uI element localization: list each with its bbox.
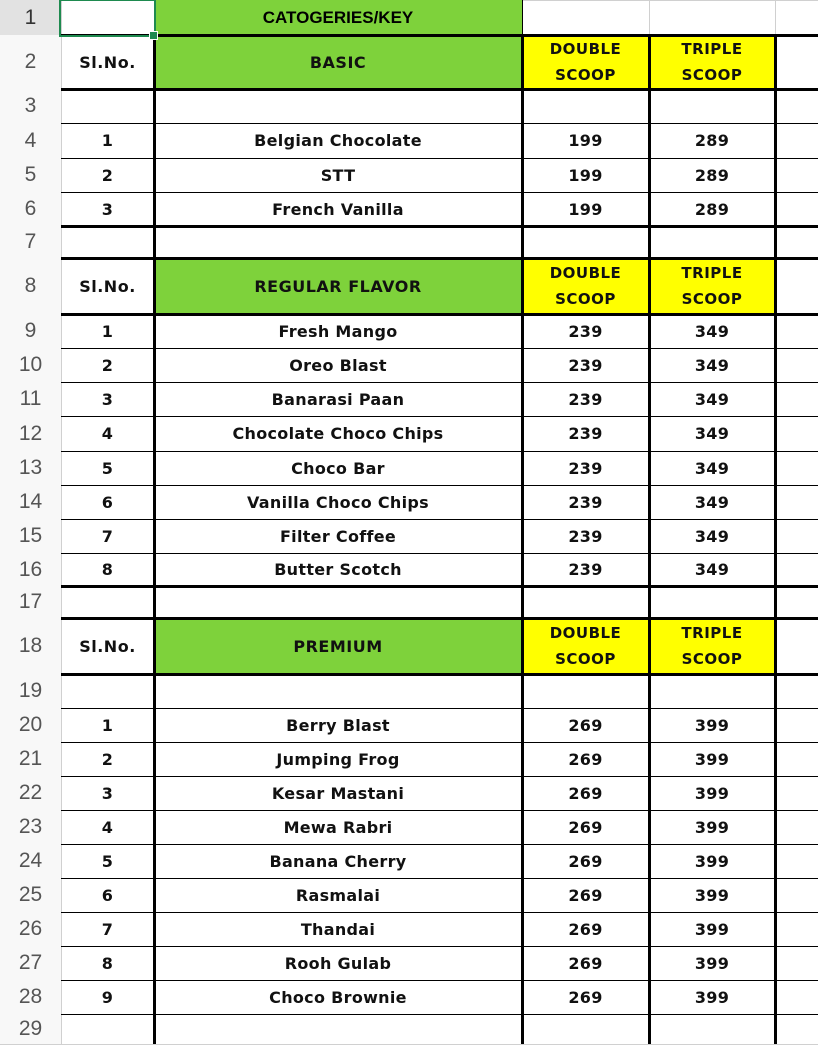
cell-triple-scoop[interactable]: 289 — [649, 123, 775, 158]
cell-sl-no[interactable] — [61, 89, 154, 123]
row-header[interactable]: 6 — [0, 192, 61, 226]
cell-double-scoop[interactable]: 239 — [522, 314, 649, 348]
cell-item[interactable]: Fresh Mango — [154, 314, 522, 348]
cell-sl-no[interactable] — [61, 226, 154, 258]
cell-double-scoop[interactable]: 269 — [522, 912, 649, 946]
cell-triple-scoop[interactable]: 349 — [649, 348, 775, 382]
cell-sl-no[interactable]: 4 — [61, 416, 154, 451]
cell-item[interactable]: Filter Coffee — [154, 519, 522, 553]
cell-triple-scoop[interactable]: 399 — [649, 912, 775, 946]
cell-sl-no[interactable]: Sl.No. — [61, 35, 154, 89]
cell-double-scoop[interactable]: 199 — [522, 192, 649, 226]
cell-double-scoop[interactable] — [522, 0, 649, 35]
cell-triple-scoop[interactable]: 399 — [649, 810, 775, 844]
row-header[interactable]: 21 — [0, 742, 61, 776]
cell-sl-no[interactable] — [61, 674, 154, 708]
cell-extra[interactable] — [775, 674, 818, 708]
cell-extra[interactable] — [775, 258, 818, 314]
cell-double-scoop[interactable] — [522, 586, 649, 618]
row-header[interactable]: 12 — [0, 416, 61, 451]
cell-extra[interactable] — [775, 878, 818, 912]
cell-extra[interactable] — [775, 912, 818, 946]
cell-double-scoop[interactable]: DOUBLE SCOOP — [522, 258, 649, 314]
cell-item[interactable]: Berry Blast — [154, 708, 522, 742]
cell-extra[interactable] — [775, 618, 818, 674]
cell-double-scoop[interactable]: 269 — [522, 844, 649, 878]
cell-item[interactable] — [154, 586, 522, 618]
cell-double-scoop[interactable] — [522, 89, 649, 123]
cell-double-scoop[interactable]: 199 — [522, 158, 649, 192]
cell-triple-scoop[interactable]: 349 — [649, 416, 775, 451]
cell-double-scoop[interactable]: 269 — [522, 810, 649, 844]
cell-double-scoop[interactable]: DOUBLE SCOOP — [522, 35, 649, 89]
cell-item[interactable]: Chocolate Choco Chips — [154, 416, 522, 451]
cell-extra[interactable] — [775, 776, 818, 810]
cell-item[interactable]: REGULAR FLAVOR — [154, 258, 522, 314]
cell-sl-no[interactable]: 8 — [61, 553, 154, 586]
cell-sl-no[interactable]: 7 — [61, 912, 154, 946]
cell-triple-scoop[interactable]: 349 — [649, 553, 775, 586]
cell-double-scoop[interactable]: 269 — [522, 776, 649, 810]
row-header[interactable]: 10 — [0, 348, 61, 382]
cell-double-scoop[interactable]: 239 — [522, 451, 649, 485]
cell-triple-scoop[interactable] — [649, 0, 775, 35]
cell-triple-scoop[interactable]: TRIPLE SCOOP — [649, 35, 775, 89]
cell-sl-no[interactable]: 7 — [61, 519, 154, 553]
cell-triple-scoop[interactable]: 349 — [649, 485, 775, 519]
cell-double-scoop[interactable]: 269 — [522, 878, 649, 912]
cell-triple-scoop[interactable] — [649, 226, 775, 258]
cell-triple-scoop[interactable]: 399 — [649, 844, 775, 878]
cell-double-scoop[interactable]: 239 — [522, 485, 649, 519]
cell-extra[interactable] — [775, 123, 818, 158]
cell-triple-scoop[interactable]: 349 — [649, 519, 775, 553]
cell-triple-scoop[interactable]: 399 — [649, 776, 775, 810]
cell-item[interactable]: Choco Brownie — [154, 980, 522, 1014]
cell-sl-no[interactable] — [61, 0, 154, 35]
cell-triple-scoop[interactable]: 289 — [649, 192, 775, 226]
cell-double-scoop[interactable] — [522, 674, 649, 708]
row-header[interactable]: 14 — [0, 485, 61, 519]
cell-double-scoop[interactable]: 269 — [522, 980, 649, 1014]
cell-item[interactable] — [154, 1014, 522, 1044]
row-header[interactable]: 16 — [0, 553, 61, 586]
cell-extra[interactable] — [775, 810, 818, 844]
row-header[interactable]: 23 — [0, 810, 61, 844]
cell-extra[interactable] — [775, 416, 818, 451]
cell-item[interactable]: CATOGERIES/KEY — [154, 0, 522, 35]
cell-item[interactable]: Vanilla Choco Chips — [154, 485, 522, 519]
cell-double-scoop[interactable]: 199 — [522, 123, 649, 158]
row-header[interactable]: 25 — [0, 878, 61, 912]
cell-double-scoop[interactable] — [522, 226, 649, 258]
cell-triple-scoop[interactable]: 399 — [649, 708, 775, 742]
cell-extra[interactable] — [775, 35, 818, 89]
cell-item[interactable]: Rasmalai — [154, 878, 522, 912]
cell-sl-no[interactable]: Sl.No. — [61, 258, 154, 314]
cell-triple-scoop[interactable]: 399 — [649, 878, 775, 912]
cell-triple-scoop[interactable]: 349 — [649, 382, 775, 416]
cell-extra[interactable] — [775, 314, 818, 348]
cell-item[interactable]: Butter Scotch — [154, 553, 522, 586]
cell-sl-no[interactable]: 4 — [61, 810, 154, 844]
row-header[interactable]: 19 — [0, 674, 61, 708]
cell-extra[interactable] — [775, 192, 818, 226]
row-header[interactable]: 22 — [0, 776, 61, 810]
row-header[interactable]: 9 — [0, 314, 61, 348]
cell-item[interactable]: STT — [154, 158, 522, 192]
cell-triple-scoop[interactable]: 289 — [649, 158, 775, 192]
cell-extra[interactable] — [775, 348, 818, 382]
row-header[interactable]: 29 — [0, 1014, 61, 1044]
row-header[interactable]: 15 — [0, 519, 61, 553]
row-header[interactable]: 24 — [0, 844, 61, 878]
cell-item[interactable]: Belgian Chocolate — [154, 123, 522, 158]
cell-sl-no[interactable]: 2 — [61, 742, 154, 776]
cell-extra[interactable] — [775, 382, 818, 416]
cell-extra[interactable] — [775, 980, 818, 1014]
cell-sl-no[interactable]: 6 — [61, 878, 154, 912]
cell-extra[interactable] — [775, 451, 818, 485]
cell-extra[interactable] — [775, 586, 818, 618]
row-header[interactable]: 17 — [0, 586, 61, 618]
cell-item[interactable]: Jumping Frog — [154, 742, 522, 776]
row-header[interactable]: 20 — [0, 708, 61, 742]
row-header[interactable]: 28 — [0, 980, 61, 1014]
cell-triple-scoop[interactable]: TRIPLE SCOOP — [649, 618, 775, 674]
cell-triple-scoop[interactable]: TRIPLE SCOOP — [649, 258, 775, 314]
cell-sl-no[interactable]: 3 — [61, 776, 154, 810]
cell-extra[interactable] — [775, 708, 818, 742]
row-header[interactable]: 26 — [0, 912, 61, 946]
cell-triple-scoop[interactable]: 399 — [649, 946, 775, 980]
cell-item[interactable]: Kesar Mastani — [154, 776, 522, 810]
cell-sl-no[interactable]: 3 — [61, 382, 154, 416]
cell-triple-scoop[interactable] — [649, 89, 775, 123]
cell-sl-no[interactable]: Sl.No. — [61, 618, 154, 674]
row-header[interactable]: 8 — [0, 258, 61, 314]
cell-sl-no[interactable]: 8 — [61, 946, 154, 980]
row-header[interactable]: 5 — [0, 158, 61, 192]
cell-double-scoop[interactable]: 269 — [522, 946, 649, 980]
row-header[interactable]: 2 — [0, 35, 61, 89]
cell-extra[interactable] — [775, 844, 818, 878]
cell-sl-no[interactable]: 3 — [61, 192, 154, 226]
cell-item[interactable] — [154, 89, 522, 123]
cell-double-scoop[interactable]: 239 — [522, 553, 649, 586]
cell-sl-no[interactable]: 2 — [61, 158, 154, 192]
fill-handle[interactable] — [149, 31, 158, 40]
row-header[interactable]: 13 — [0, 451, 61, 485]
cell-extra[interactable] — [775, 519, 818, 553]
cell-double-scoop[interactable]: 269 — [522, 742, 649, 776]
cell-extra[interactable] — [775, 742, 818, 776]
row-header[interactable]: 4 — [0, 123, 61, 158]
cell-sl-no[interactable]: 9 — [61, 980, 154, 1014]
cell-extra[interactable] — [775, 1014, 818, 1044]
cell-sl-no[interactable]: 5 — [61, 844, 154, 878]
cell-sl-no[interactable]: 2 — [61, 348, 154, 382]
cell-triple-scoop[interactable]: 349 — [649, 314, 775, 348]
cell-double-scoop[interactable]: 269 — [522, 708, 649, 742]
cell-item[interactable]: Thandai — [154, 912, 522, 946]
cell-item[interactable]: PREMIUM — [154, 618, 522, 674]
cell-item[interactable]: Banana Cherry — [154, 844, 522, 878]
row-header[interactable]: 11 — [0, 382, 61, 416]
row-header[interactable]: 3 — [0, 89, 61, 123]
cell-double-scoop[interactable]: DOUBLE SCOOP — [522, 618, 649, 674]
cell-item[interactable]: Banarasi Paan — [154, 382, 522, 416]
cell-triple-scoop[interactable] — [649, 1014, 775, 1044]
cell-item[interactable]: French Vanilla — [154, 192, 522, 226]
cell-sl-no[interactable] — [61, 1014, 154, 1044]
cell-item[interactable]: Mewa Rabri — [154, 810, 522, 844]
cell-extra[interactable] — [775, 485, 818, 519]
cell-item[interactable]: Rooh Gulab — [154, 946, 522, 980]
cell-triple-scoop[interactable]: 399 — [649, 742, 775, 776]
row-header[interactable]: 18 — [0, 618, 61, 674]
cell-triple-scoop[interactable] — [649, 586, 775, 618]
cell-sl-no[interactable]: 5 — [61, 451, 154, 485]
row-header[interactable]: 27 — [0, 946, 61, 980]
cell-triple-scoop[interactable] — [649, 674, 775, 708]
cell-extra[interactable] — [775, 0, 818, 35]
cell-sl-no[interactable]: 6 — [61, 485, 154, 519]
cell-extra[interactable] — [775, 553, 818, 586]
cell-extra[interactable] — [775, 226, 818, 258]
cell-double-scoop[interactable]: 239 — [522, 416, 649, 451]
cell-sl-no[interactable]: 1 — [61, 708, 154, 742]
cell-item[interactable] — [154, 674, 522, 708]
cell-sl-no[interactable]: 1 — [61, 123, 154, 158]
cell-item[interactable]: Oreo Blast — [154, 348, 522, 382]
cell-item[interactable]: Choco Bar — [154, 451, 522, 485]
cell-item[interactable] — [154, 226, 522, 258]
cell-item[interactable]: BASIC — [154, 35, 522, 89]
cell-double-scoop[interactable]: 239 — [522, 348, 649, 382]
cell-double-scoop[interactable]: 239 — [522, 519, 649, 553]
cell-double-scoop[interactable]: 239 — [522, 382, 649, 416]
cell-sl-no[interactable]: 1 — [61, 314, 154, 348]
row-header[interactable]: 1 — [0, 0, 61, 35]
cell-extra[interactable] — [775, 158, 818, 192]
cell-extra[interactable] — [775, 946, 818, 980]
row-header[interactable]: 7 — [0, 226, 61, 258]
cell-sl-no[interactable] — [61, 586, 154, 618]
cell-triple-scoop[interactable]: 399 — [649, 980, 775, 1014]
cell-double-scoop[interactable] — [522, 1014, 649, 1044]
cell-extra[interactable] — [775, 89, 818, 123]
cell-triple-scoop[interactable]: 349 — [649, 451, 775, 485]
